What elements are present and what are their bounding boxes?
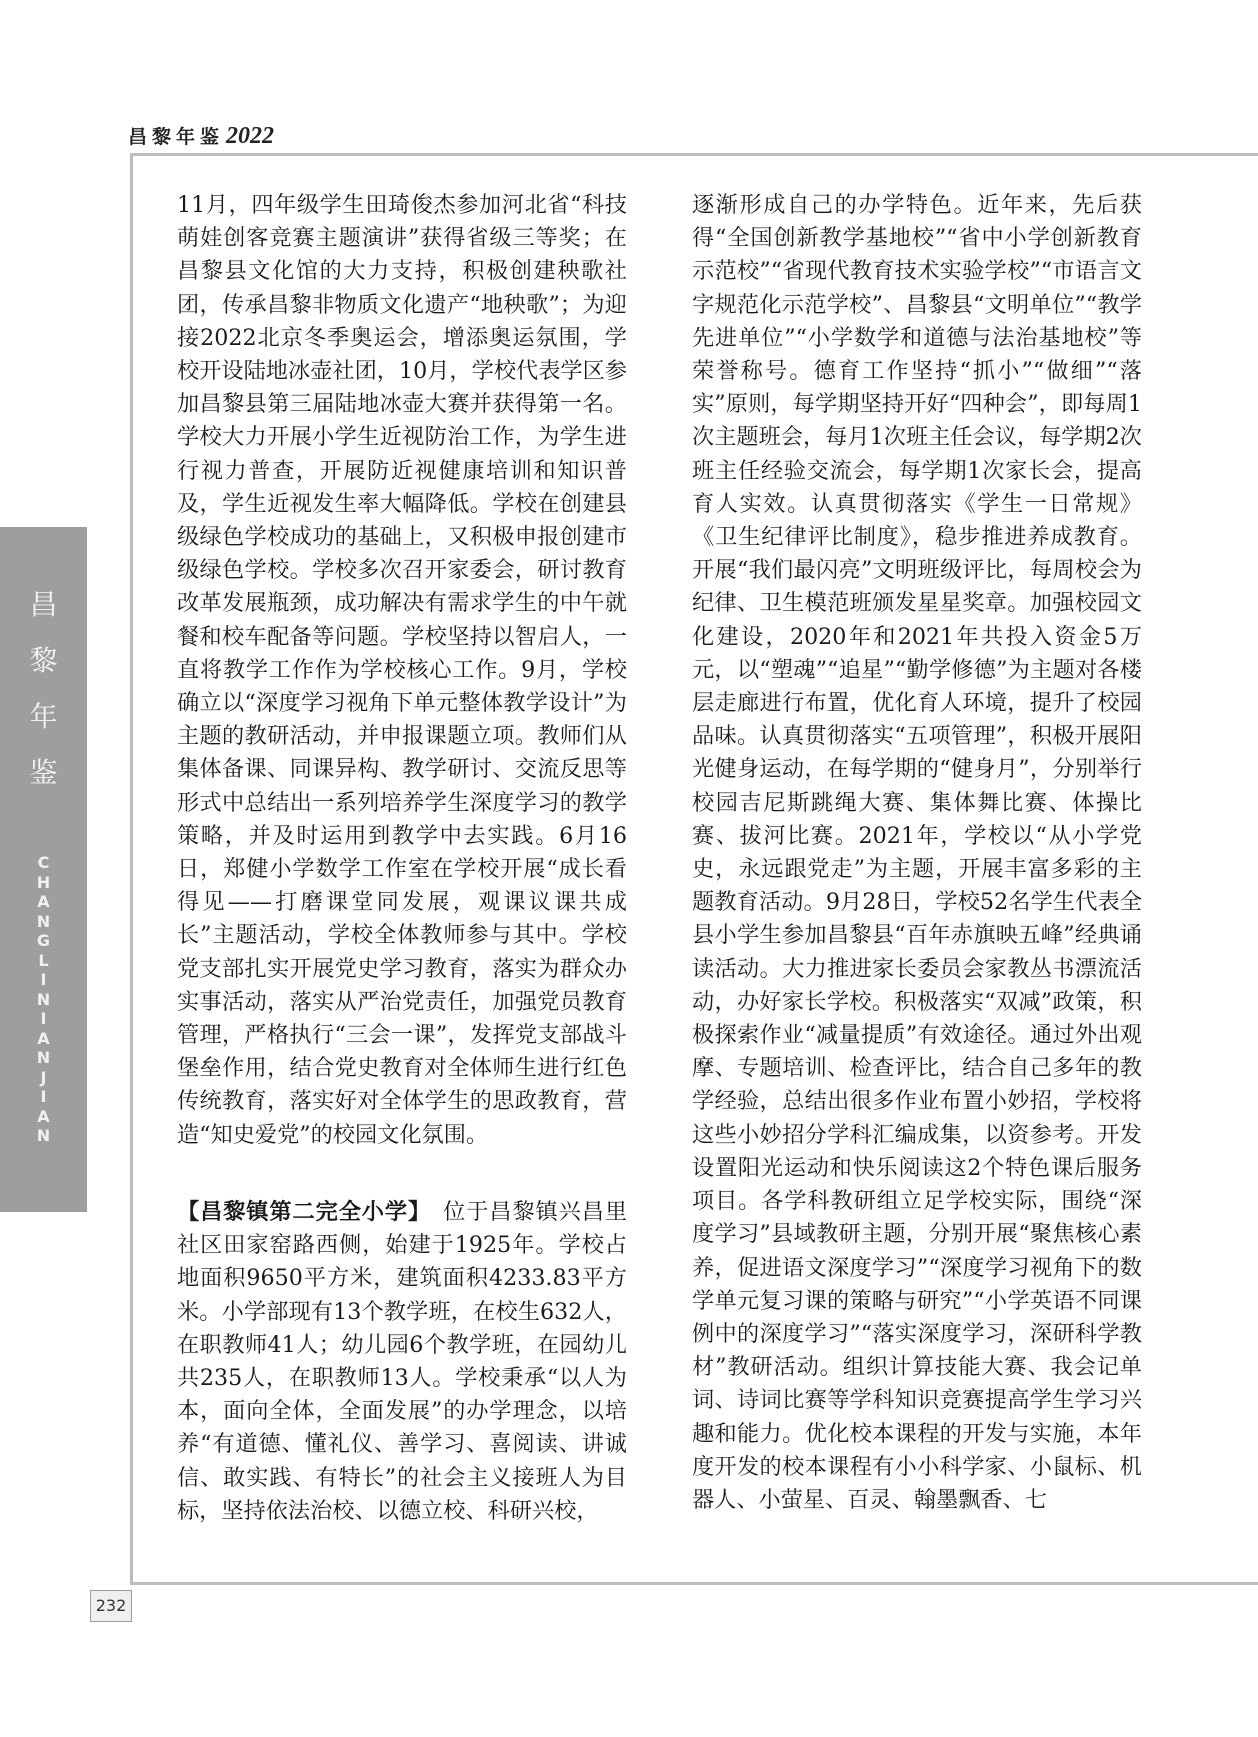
page-number: 232	[90, 1590, 132, 1622]
frame-top-rule	[130, 153, 1258, 156]
side-cn-char: 昌	[29, 588, 58, 621]
right-column	[692, 189, 1142, 1517]
frame-bottom-rule	[130, 1582, 1258, 1585]
side-tab-pinyin-title	[0, 853, 87, 1146]
side-en-letter: N	[36, 911, 51, 931]
header-title: 昌黎年鉴	[128, 126, 225, 148]
side-en-letter: A	[37, 1028, 50, 1048]
side-en-letter: I	[40, 1087, 47, 1106]
frame-left-rule	[130, 153, 133, 1583]
entry-paragraph	[177, 1196, 627, 1528]
side-en-letter: H	[36, 872, 51, 892]
header-year: 2022	[226, 123, 275, 149]
side-en-letter: A	[37, 892, 50, 911]
side-cn-char: 年	[29, 700, 58, 733]
side-en-letter: J	[40, 1067, 47, 1087]
entry-title: 【昌黎镇第二完全小学】	[177, 1198, 421, 1225]
side-cn-char: 鉴	[29, 756, 58, 789]
side-en-letter: C	[37, 853, 50, 872]
left-column	[177, 189, 627, 1528]
body-paragraph: 逐渐形成自己的办学特色。近年来，先后获得“全国创新教学基地校”“省中小学创新教育示范校”“省现代教育技术实验学校”“市语言文字规范化示范学校”、昌黎县“文明单位”“教学先进单位”“小学数学和道德与法治基地校”等荣誉称号。德育工作坚持“抓小”“做细”“落实”原则，每学期坚持开好“四种会”，即每周1次主题班会，每月1次班主任会议，每学期2次班主任经验交流会，每学期1次家长会，提高育人实效。认真贯彻落实《学生一日常规》《卫生纪律评比制度》，稳步推进养成教育。开展“我们最闪亮”文明班级评比，每周校会为纪律、卫生模范班颁发星星奖章。加强校园文化建设，2020年和2021年共投入资金5万元，以“塑魂”“追星”“勤学修德”为主题对各楼层走廊进行布置，优化育人环境，提升了校园品味。认真贯彻落实“五项管理”，积极开展阳光健身运动，在每学期的“健身月”，分别举行校园吉尼斯跳绳大赛、集体舞比赛、体操比赛、拔河比赛。2021年，学校以“从小学党史，永远跟党走”为主题，开展丰富多彩的主题教育活动。9月28日，学校52名学生代表全县小学生参加昌黎县“百年赤旗映五峰”经典诵读活动。大力推进家长委员会家教丛书漂流活动，办好家长学校。积极落实“双减”政策，积极探索作业“减量提质”有效途径。通过外出观摩、专题培训、检查评比，结合自己多年的教学经验，总结出很多作业布置小妙招，学校将这些小妙招分学科汇编成集，以资参考。开发设置阳光运动和快乐阅读这2个特色课后服务项目。各学科教研组立足学校实际，围绕“深度学习”县域教研主题，分别开展“聚焦核心素养，促进语文深度学习”“深度学习视角下的数学单元复习课的策略与研究”“小学英语不同课例中的深度学习”“落实深度学习，深研科学教材”教研活动。组织计算技能大赛、我会记单词、诗词比赛等学科知识竞赛提高学生学习兴趣和能力。优化校本课程的开发与实施，本年度开发的校本课程有小小科学家、小鼠标、机器人、小萤星、百灵、翰墨飘香、七	[692, 192, 1143, 1513]
side-en-letter: I	[40, 1009, 47, 1028]
running-header	[128, 122, 274, 150]
side-tab-chinese-title	[0, 577, 87, 801]
side-en-letter: N	[36, 989, 51, 1009]
side-en-letter: N	[36, 1126, 51, 1145]
side-en-letter: L	[38, 950, 49, 970]
body-paragraph: 11月，四年级学生田琦俊杰参加河北省“科技萌娃创客竞赛主题演讲”获得省级三等奖；在昌黎县文化馆的大力支持，积极创建秧歌社团，传承昌黎非物质文化遗产“地秧歌”；为迎接2022北京冬季奥运会，增添奥运氛围，学校开设陆地冰壶社团，10月，学校代表学区参加昌黎县第三届陆地冰壶大赛并获得第一名。学校大力开展小学生近视防治工作，为学生进行视力普查，开展防近视健康培训和知识普及，学生近视发生率大幅降低。学校在创建县级绿色学校成功的基础上，又积极申报创建市级绿色学校。学校多次召开家委会，研讨教育改革发展瓶颈，成功解决有需求学生的中午就餐和校车配备等问题。学校坚持以智启人，一直将教学工作作为学校核心工作。9月，学校确立以“深度学习视角下单元整体教学设计”为主题的教研活动，并申报课题立项。教师们从集体备课、同课异构、教学研讨、交流反思等形式中总结出一系列培养学生深度学习的教学策略，并及时运用到教学中去实践。6月16日，郑健小学数学工作室在学校开展“成长看得见——打磨课堂同发展，观课议课共成长”主题活动，学校全体教师参与其中。学校党支部扎实开展党史学习教育，落实为群众办实事活动，落实从严治党责任，加强党员教育管理，严格执行“三会一课”，发挥党支部战斗堡垒作用，结合党史教育对全体师生进行红色传统教育，落实好对全体学生的思政教育，营造“知史爱党”的校园文化氛围。	[177, 192, 627, 1148]
side-en-letter: A	[37, 1106, 50, 1126]
entry-body: 位于昌黎镇兴昌里社区田家窑路西侧，始建于1925年。学校占地面积9650平方米，建筑面积4233.83平方米。小学部现有13个教学班，在校生632人，在职教师41人；幼儿园6个教学班，在园幼儿共235人，在职教师13人。学校秉承“以人为本，面向全体，全面发展”的办学理念，以培养“有道德、懂礼仪、善学习、喜阅读、讲诚信、敢实践、有特长”的社会主义接班人为目标，坚持依法治校、以德立校、科研兴校，	[177, 1198, 628, 1524]
side-cn-char: 黎	[29, 644, 58, 677]
side-en-letter: N	[36, 1048, 51, 1067]
side-en-letter: I	[40, 970, 47, 989]
side-en-letter: G	[36, 931, 51, 950]
